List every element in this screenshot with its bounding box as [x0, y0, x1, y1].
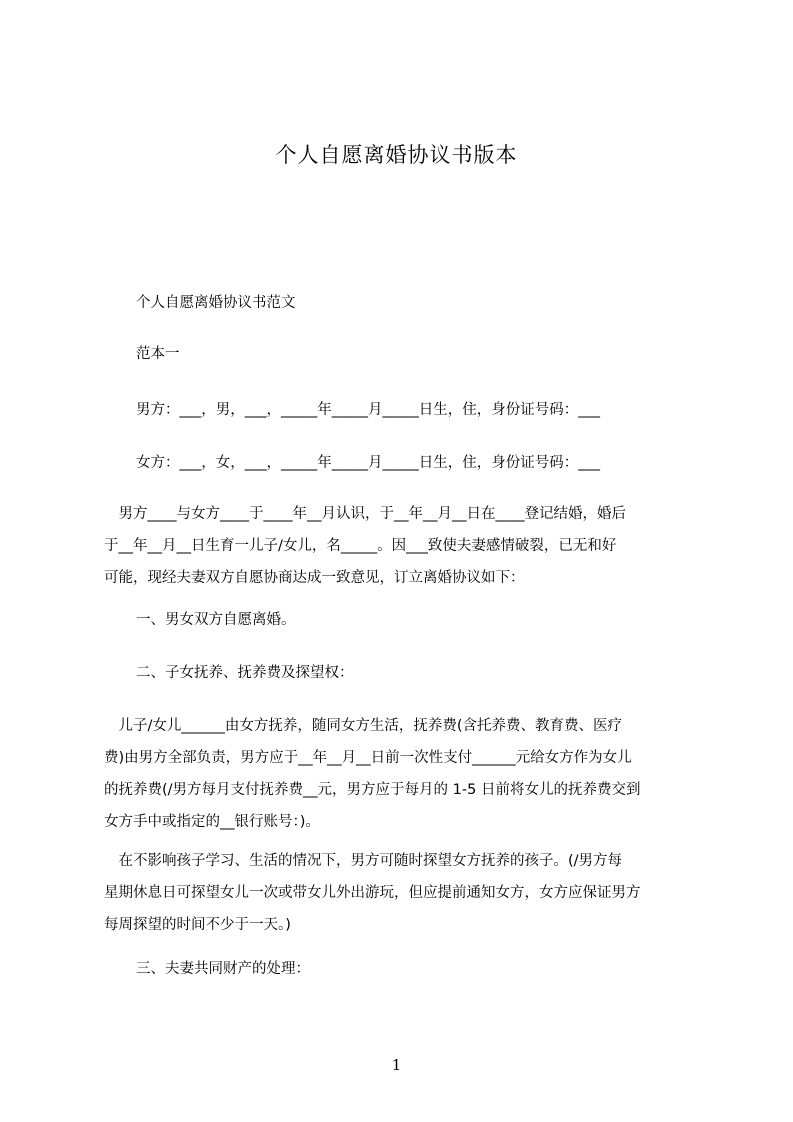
document-title: 个人自愿离婚协议书版本 [275, 143, 518, 167]
intro-paragraph [104, 498, 700, 594]
male-party-line: 男方：___，男，___，_____年_____月_____日生，住，身份证号码：___ [136, 402, 600, 418]
custody-paragraph [104, 710, 700, 838]
custody-line: 费)由男方全部负责，男方应于__年__月__日前一次性支付______元给女方作为女儿 [104, 750, 632, 766]
clause-3: 三、夫妻共同财产的处理： [136, 961, 310, 977]
visitation-line: 星期休息日可探望女儿一次或带女儿外出游玩，但应提前通知女方，女方应保证男方 [104, 885, 641, 901]
document-subtitle: 个人自愿离婚协议书范文 [136, 295, 296, 311]
visitation-paragraph [104, 845, 700, 941]
visitation-line: 每周探望的时间不少于一天。) [104, 917, 291, 933]
intro-line: 可能，现经夫妻双方自愿协商达成一致意见，订立离婚协议如下： [104, 570, 525, 586]
visitation-line: 在不影响孩子学习、生活的情况下，男方可随时探望女方抚养的孩子。(/男方每 [104, 853, 623, 869]
intro-line: 男方____与女方____于____年__月认识，于__年__月__日在____登记结婚，婚后 [104, 506, 626, 522]
clause-2: 二、子女抚养、抚养费及探望权： [136, 665, 354, 681]
section-label: 范本一 [136, 346, 180, 362]
page-number: 1 [391, 1056, 402, 1074]
custody-line: 女方手中或指定的__银行账号：)。 [104, 814, 320, 830]
female-party-line: 女方：___，女，___，_____年_____月_____日生，住，身份证号码：___ [136, 455, 600, 471]
intro-line: 于__年__月__日生育一儿子/女儿，名_____。因___致使夫妻感情破裂，已无和好 [104, 538, 617, 554]
custody-line: 儿子/女儿______由女方抚养，随同女方生活，抚养费(含托养费、教育费、医疗 [104, 718, 623, 734]
custody-line: 的抚养费(/男方每月支付抚养费__元，男方应于每月的 1-5 日前将女儿的抚养费交到 [104, 782, 641, 798]
clause-1: 一、男女双方自愿离婚。 [136, 612, 296, 628]
